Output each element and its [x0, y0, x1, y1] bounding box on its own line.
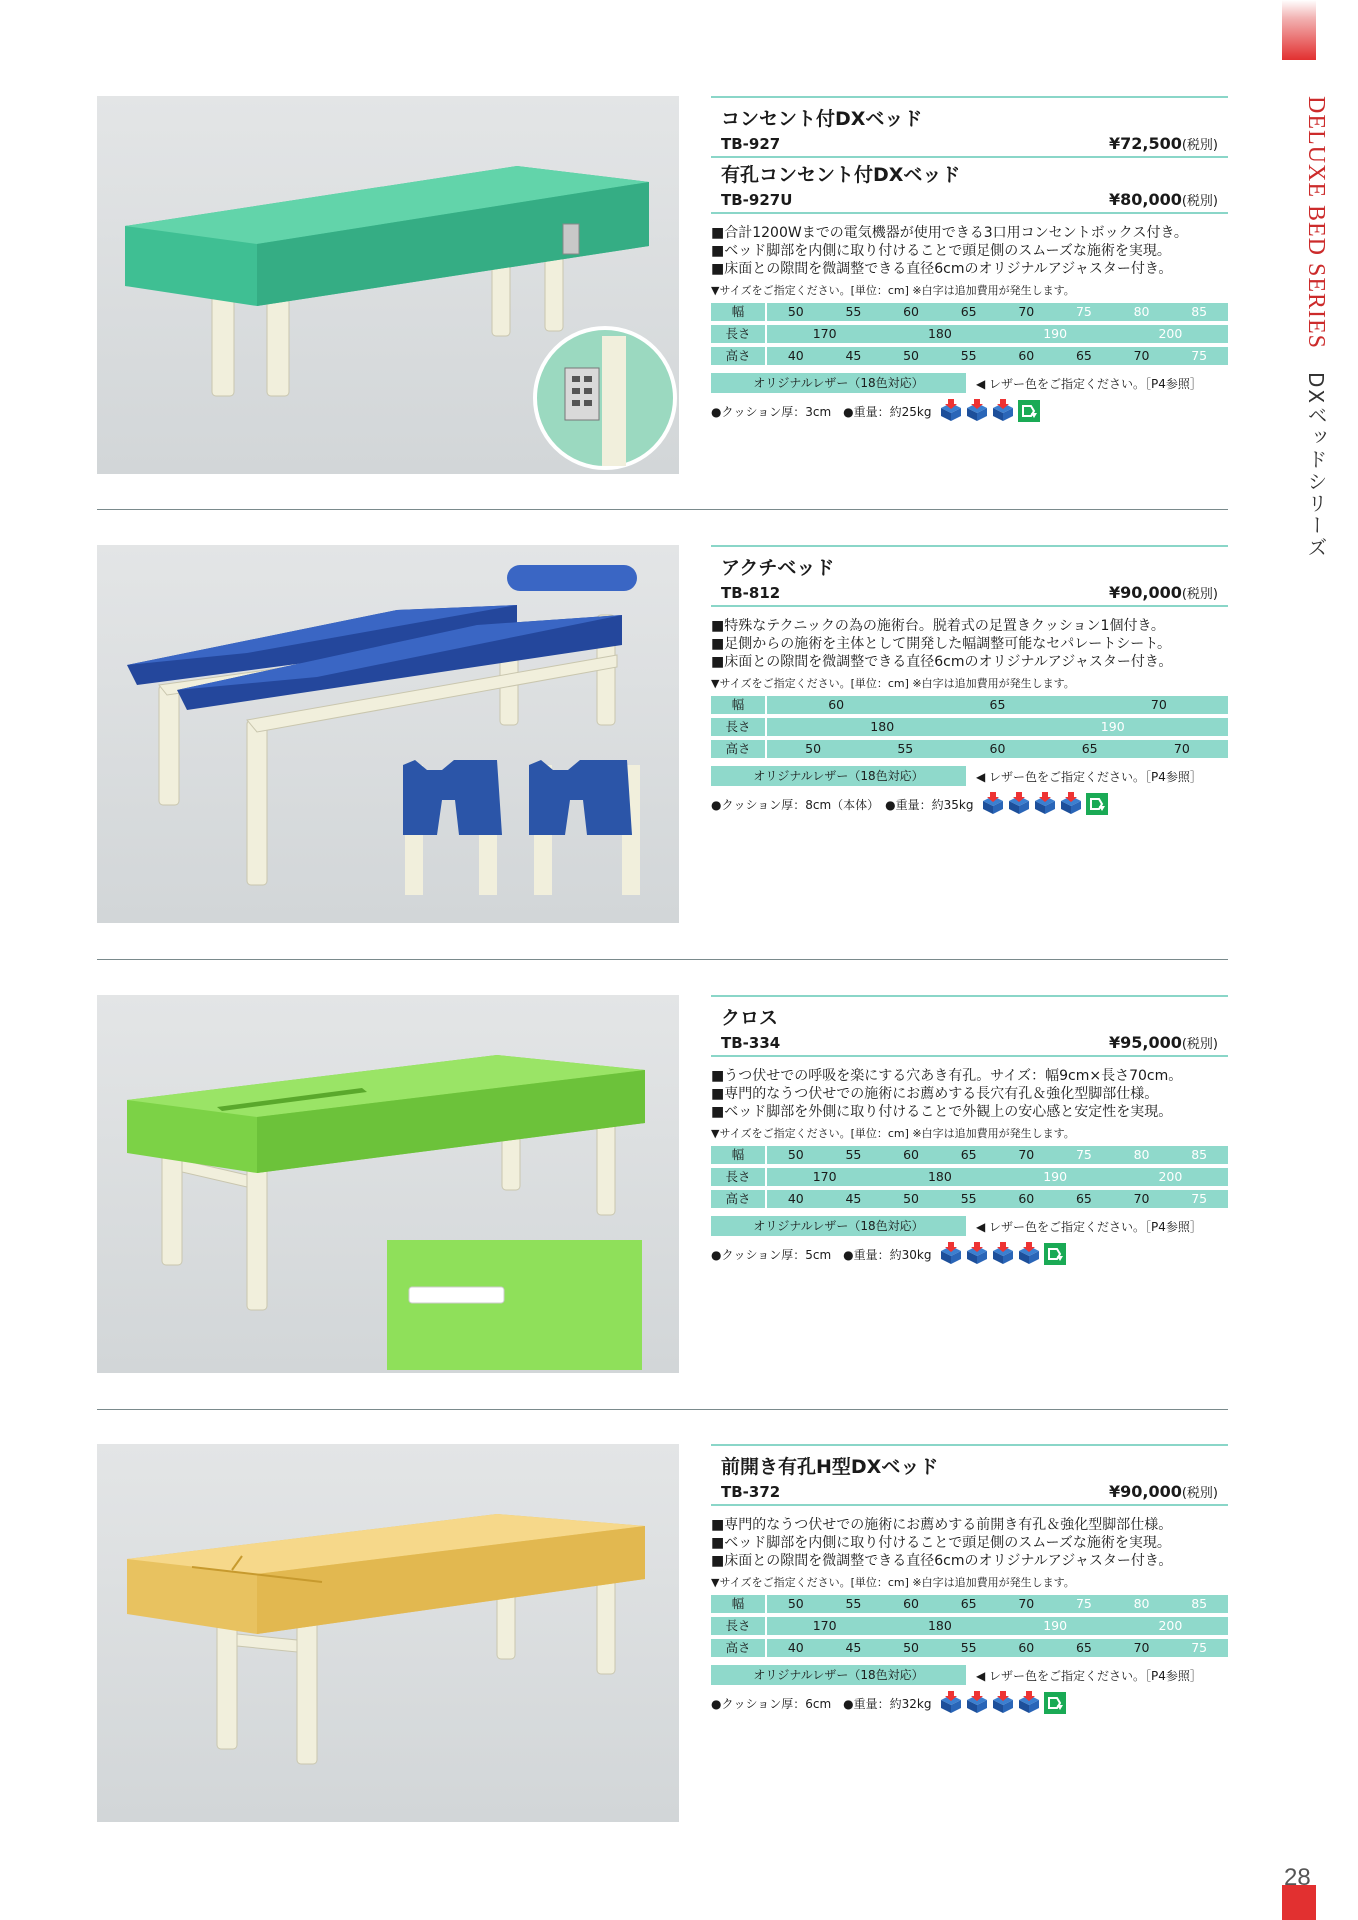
size-option[interactable]: 40 [767, 1639, 825, 1657]
length-row [711, 325, 1228, 343]
delivery-box-icon [965, 1242, 989, 1266]
section-separator [97, 1409, 1228, 1410]
size-option-extra[interactable]: 190 [997, 718, 1228, 736]
size-table [711, 299, 1228, 369]
product-tb-372 [97, 1444, 1228, 1824]
description-line: ■床面との隙間を微調整できる直径6cmのオリジナルアジャスター付き。 [711, 654, 1173, 670]
model-number: TB-372 [721, 1483, 781, 1501]
size-option[interactable]: 65 [1055, 1190, 1113, 1208]
product-tb-334 [97, 995, 1228, 1375]
feature-icons [939, 399, 1041, 423]
size-option[interactable]: 70 [998, 1146, 1056, 1164]
leather-row [711, 1216, 1228, 1236]
delivery-box-icon [981, 792, 1005, 816]
leather-label: オリジナルレザー（18色対応） [711, 1216, 966, 1236]
assembly-icon [1043, 1242, 1067, 1266]
description-line: ■うつ伏せでの呼吸を楽にする穴あき有孔。サイズ：幅9cm×長さ70cm。 [711, 1068, 1183, 1084]
size-option[interactable]: 50 [882, 347, 940, 365]
size-option[interactable]: 40 [767, 347, 825, 365]
series-title-jp: DXベッドシリーズ [1304, 372, 1328, 560]
size-note: ▼サイズをご指定ください。[単位：cm] ※白字は追加費用が発生します。 [711, 677, 1075, 690]
leather-note: ◀ レザー色をご指定ください。［P4参照］ [976, 1668, 1202, 1683]
size-option[interactable]: 65 [1055, 347, 1113, 365]
product-tb-927 [97, 96, 1228, 476]
size-option-extra[interactable]: 200 [1113, 1617, 1228, 1635]
size-option[interactable]: 180 [882, 325, 997, 343]
delivery-box-icon [939, 1691, 963, 1715]
description-line: ■ベッド脚部を外側に取り付けることで外観上の安心感と安定性を実現。 [711, 1104, 1173, 1120]
description-line: ■足側からの施術を主体として開発した幅調整可能なセパレートシート。 [711, 636, 1171, 652]
price: ¥90,000(税別) [1108, 583, 1218, 602]
model-price-row [711, 1480, 1228, 1506]
size-option[interactable]: 65 [1055, 1639, 1113, 1657]
price-variant: ¥80,000(税別) [1108, 190, 1218, 209]
spec-text: ●クッション厚：3cm ●重量：約25kg [711, 404, 932, 419]
description-line: ■特殊なテクニックの為の施術台。脱着式の足置きクッション1個付き。 [711, 618, 1165, 634]
delivery-box-icon [1017, 1242, 1041, 1266]
row-label: 高さ [711, 740, 767, 758]
length-row [711, 1168, 1228, 1186]
size-option-extra[interactable]: 80 [1113, 303, 1171, 321]
spec-row [711, 792, 1228, 816]
size-option[interactable]: 70 [1113, 347, 1171, 365]
size-note: ▼サイズをご指定ください。[単位：cm] ※白字は追加費用が発生します。 [711, 1576, 1075, 1589]
spec-text: ●クッション厚：8cm（本体） ●重量：約35kg [711, 797, 974, 812]
size-option[interactable]: 50 [882, 1190, 940, 1208]
size-option[interactable]: 55 [940, 1190, 998, 1208]
leather-label: オリジナルレザー（18色対応） [711, 766, 966, 786]
product-name-variant: 有孔コンセント付DXベッド [721, 164, 961, 186]
size-option[interactable]: 50 [767, 1595, 825, 1613]
assembly-icon [1017, 399, 1041, 423]
row-label: 幅 [711, 1146, 767, 1164]
description-line: ■専門的なうつ伏せでの施術にお薦めする長穴有孔＆強化型脚部仕様。 [711, 1086, 1159, 1102]
divider [711, 1444, 1228, 1446]
size-option-extra[interactable]: 80 [1113, 1146, 1171, 1164]
size-option[interactable]: 170 [767, 325, 882, 343]
size-option[interactable]: 50 [767, 740, 859, 758]
product-name: 前開き有孔H型DXベッド [721, 1456, 939, 1478]
leather-note: ◀ レザー色をご指定ください。［P4参照］ [976, 769, 1202, 784]
product-photo [97, 96, 679, 474]
size-option-extra[interactable]: 85 [1170, 303, 1228, 321]
assembly-icon [1043, 1691, 1067, 1715]
size-table [711, 1591, 1228, 1661]
description-line: ■ベッド脚部を内側に取り付けることで頭足側のスムーズな施術を実現。 [711, 243, 1171, 259]
row-label: 幅 [711, 696, 767, 714]
size-note: ▼サイズをご指定ください。[単位：cm] ※白字は追加費用が発生します。 [711, 1127, 1075, 1140]
description-line: ■ベッド脚部を内側に取り付けることで頭足側のスムーズな施術を実現。 [711, 1535, 1171, 1551]
product-name: コンセント付DXベッド [721, 108, 923, 130]
row-label: 幅 [711, 303, 767, 321]
size-table [711, 692, 1228, 762]
row-label: 長さ [711, 1168, 767, 1186]
width-row [711, 303, 1228, 321]
size-option[interactable]: 50 [767, 1146, 825, 1164]
leather-row [711, 766, 1228, 786]
row-label: 長さ [711, 718, 767, 736]
delivery-box-icon [939, 399, 963, 423]
size-option[interactable]: 55 [940, 347, 998, 365]
description [711, 1516, 1228, 1570]
divider [711, 545, 1228, 547]
size-option[interactable]: 45 [825, 1639, 883, 1657]
section-separator [97, 959, 1228, 960]
description [711, 1067, 1228, 1121]
series-title-en: DELUXE BED SERIES [1303, 96, 1329, 349]
product-info [711, 995, 1228, 1266]
row-label: 高さ [711, 347, 767, 365]
size-option[interactable]: 60 [882, 1146, 940, 1164]
size-option[interactable]: 70 [1113, 1190, 1171, 1208]
length-row [711, 1617, 1228, 1635]
price: ¥90,000(税別) [1108, 1482, 1218, 1501]
size-option[interactable]: 65 [1044, 740, 1136, 758]
model-number-variant: TB-927U [721, 191, 793, 209]
section-separator [97, 509, 1228, 510]
height-row [711, 1639, 1228, 1657]
leather-label: オリジナルレザー（18色対応） [711, 1665, 966, 1685]
leather-note: ◀ レザー色をご指定ください。［P4参照］ [976, 376, 1202, 391]
model-price-row [711, 1031, 1228, 1057]
size-option[interactable]: 45 [825, 1190, 883, 1208]
size-option-extra[interactable]: 85 [1170, 1146, 1228, 1164]
product-info [711, 1444, 1228, 1715]
size-option[interactable]: 70 [1090, 696, 1228, 714]
feature-icons [939, 1242, 1067, 1266]
model-number: TB-334 [721, 1034, 781, 1052]
size-note: ▼サイズをご指定ください。[単位：cm] ※白字は追加費用が発生します。 [711, 284, 1075, 297]
size-option[interactable]: 65 [940, 1146, 998, 1164]
model-price-row [711, 581, 1228, 607]
size-option[interactable]: 60 [882, 1595, 940, 1613]
size-option[interactable]: 60 [998, 1190, 1056, 1208]
size-option[interactable]: 55 [859, 740, 951, 758]
size-option[interactable]: 40 [767, 1190, 825, 1208]
size-option[interactable]: 65 [940, 1595, 998, 1613]
size-option[interactable]: 55 [825, 303, 883, 321]
leather-label: オリジナルレザー（18色対応） [711, 373, 966, 393]
delivery-box-icon [991, 399, 1015, 423]
page-number: 28 [1284, 1864, 1311, 1891]
feature-icons [939, 1691, 1067, 1715]
assembly-icon [1085, 792, 1109, 816]
leather-row [711, 1665, 1228, 1685]
size-option-extra[interactable]: 75 [1170, 1639, 1228, 1657]
width-row [711, 1146, 1228, 1164]
product-photo [97, 1444, 679, 1822]
leather-row [711, 373, 1228, 393]
size-option[interactable]: 60 [951, 740, 1043, 758]
size-option-extra[interactable]: 75 [1055, 1595, 1113, 1613]
delivery-box-icon [965, 1691, 989, 1715]
length-row [711, 718, 1228, 736]
product-info [711, 96, 1228, 423]
row-label: 高さ [711, 1639, 767, 1657]
product-info [711, 545, 1228, 816]
model-number: TB-812 [721, 584, 781, 602]
size-option[interactable]: 60 [998, 347, 1056, 365]
spec-row [711, 1691, 1228, 1715]
price: ¥72,500(税別) [1108, 134, 1218, 153]
size-option-extra[interactable]: 190 [998, 1168, 1113, 1186]
delivery-box-icon [965, 399, 989, 423]
size-option[interactable]: 60 [882, 303, 940, 321]
delivery-box-icon [1033, 792, 1057, 816]
height-row [711, 740, 1228, 758]
size-table [711, 1142, 1228, 1212]
description [711, 224, 1228, 278]
width-row [711, 1595, 1228, 1613]
size-option-extra[interactable]: 75 [1170, 1190, 1228, 1208]
divider [711, 995, 1228, 997]
size-option[interactable]: 65 [905, 696, 1089, 714]
model-price-row-variant [711, 188, 1228, 214]
delivery-box-icon [1059, 792, 1083, 816]
size-option-extra[interactable]: 75 [1055, 303, 1113, 321]
size-option[interactable]: 60 [998, 1639, 1056, 1657]
size-option[interactable]: 60 [767, 696, 905, 714]
size-option-extra[interactable]: 75 [1170, 347, 1228, 365]
description-line: ■専門的なうつ伏せでの施術にお薦めする前開き有孔＆強化型脚部仕様。 [711, 1517, 1173, 1533]
description-line: ■床面との隙間を微調整できる直径6cmのオリジナルアジャスター付き。 [711, 1553, 1173, 1569]
product-tb-812 [97, 545, 1228, 925]
product-name: アクチベッド [721, 557, 835, 579]
delivery-box-icon [991, 1691, 1015, 1715]
size-option[interactable]: 55 [825, 1595, 883, 1613]
description [711, 617, 1228, 671]
size-option[interactable]: 170 [767, 1168, 882, 1186]
row-label: 長さ [711, 1617, 767, 1635]
divider [711, 96, 1228, 98]
side-tab-accent [1282, 0, 1316, 60]
product-name: クロス [721, 1007, 779, 1029]
model-price-row [711, 132, 1228, 158]
price: ¥95,000(税別) [1108, 1033, 1218, 1052]
size-option[interactable]: 180 [882, 1168, 997, 1186]
size-option[interactable]: 180 [882, 1617, 997, 1635]
product-photo [97, 995, 679, 1373]
delivery-box-icon [939, 1242, 963, 1266]
delivery-box-icon [991, 1242, 1015, 1266]
size-option-extra[interactable]: 80 [1113, 1595, 1171, 1613]
size-option[interactable]: 65 [940, 303, 998, 321]
size-option[interactable]: 50 [882, 1639, 940, 1657]
size-option[interactable]: 70 [1113, 1639, 1171, 1657]
size-option[interactable]: 180 [767, 718, 997, 736]
size-option[interactable]: 70 [1136, 740, 1228, 758]
spec-row [711, 399, 1228, 423]
delivery-box-icon [1007, 792, 1031, 816]
leather-note: ◀ レザー色をご指定ください。［P4参照］ [976, 1219, 1202, 1234]
feature-icons [981, 792, 1109, 816]
size-option-extra[interactable]: 200 [1113, 325, 1228, 343]
row-label: 幅 [711, 1595, 767, 1613]
row-label: 長さ [711, 325, 767, 343]
size-option-extra[interactable]: 190 [998, 1617, 1113, 1635]
product-photo [97, 545, 679, 923]
row-label: 高さ [711, 1190, 767, 1208]
spec-row [711, 1242, 1228, 1266]
width-row [711, 696, 1228, 714]
height-row [711, 347, 1228, 365]
spec-text: ●クッション厚：5cm ●重量：約30kg [711, 1247, 932, 1262]
description-line: ■合計1200Wまでの電気機器が使用できる3口用コンセントボックス付き。 [711, 225, 1188, 241]
size-option[interactable]: 55 [940, 1639, 998, 1657]
size-option[interactable]: 45 [825, 347, 883, 365]
size-option-extra[interactable]: 85 [1170, 1595, 1228, 1613]
size-option-extra[interactable]: 190 [998, 325, 1113, 343]
model-number: TB-927 [721, 135, 781, 153]
size-option[interactable]: 55 [825, 1146, 883, 1164]
size-option[interactable]: 70 [998, 1595, 1056, 1613]
height-row [711, 1190, 1228, 1208]
size-option-extra[interactable]: 75 [1055, 1146, 1113, 1164]
size-option[interactable]: 70 [998, 303, 1056, 321]
size-option-extra[interactable]: 200 [1113, 1168, 1228, 1186]
size-option[interactable]: 170 [767, 1617, 882, 1635]
spec-text: ●クッション厚：6cm ●重量：約32kg [711, 1696, 932, 1711]
description-line: ■床面との隙間を微調整できる直径6cmのオリジナルアジャスター付き。 [711, 261, 1173, 277]
size-option[interactable]: 50 [767, 303, 825, 321]
delivery-box-icon [1017, 1691, 1041, 1715]
